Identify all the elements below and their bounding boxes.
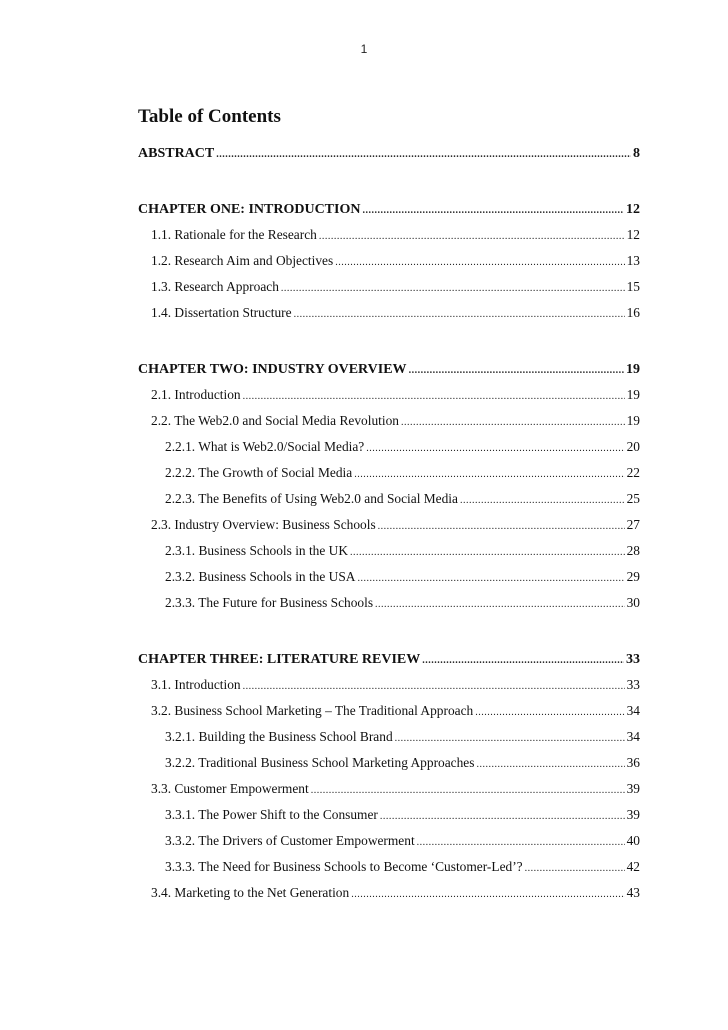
toc-section-entry[interactable] bbox=[138, 408, 640, 434]
toc-entry-title: 2.3.2. Business Schools in the USA bbox=[165, 569, 356, 584]
toc-entry-page-number: 33 bbox=[626, 677, 640, 692]
toc-section-entry[interactable] bbox=[138, 274, 640, 300]
toc-entry-page-number: 34 bbox=[626, 729, 640, 744]
page-number: 1 bbox=[360, 42, 368, 56]
toc-entry-page-number: 12 bbox=[626, 227, 640, 242]
toc-entry-title: 2.1. Introduction bbox=[151, 387, 241, 402]
toc-section-entry[interactable] bbox=[138, 564, 640, 590]
toc-dot-leader bbox=[525, 856, 625, 882]
toc-section-entry[interactable] bbox=[138, 538, 640, 564]
toc-dot-leader bbox=[380, 804, 625, 830]
toc-chapter-entry[interactable] bbox=[138, 358, 640, 382]
toc-entry-title: 3.2. Business School Marketing – The Traditional Approach bbox=[151, 703, 474, 718]
toc-dot-leader bbox=[460, 488, 625, 514]
toc-entry-page-number: 16 bbox=[626, 305, 640, 320]
toc-chapter-entry[interactable] bbox=[138, 142, 640, 166]
toc-dot-leader bbox=[319, 224, 625, 250]
toc-entry-title: 3.4. Marketing to the Net Generation bbox=[151, 885, 350, 900]
toc-dot-leader bbox=[216, 143, 631, 167]
toc-section-entry[interactable] bbox=[138, 248, 640, 274]
toc-section-entry[interactable] bbox=[138, 300, 640, 326]
toc-entry-title: 2.2.2. The Growth of Social Media bbox=[165, 465, 353, 480]
toc-dot-leader bbox=[281, 276, 625, 302]
toc-chapter-entry[interactable] bbox=[138, 648, 640, 672]
toc-entry-page-number: 12 bbox=[626, 202, 640, 217]
toc-section-entry[interactable] bbox=[138, 434, 640, 460]
toc-entry-page-number: 43 bbox=[626, 885, 640, 900]
toc-entry-page-number: 40 bbox=[626, 833, 640, 848]
toc-dot-leader bbox=[354, 462, 624, 488]
toc-entry-page-number: 39 bbox=[626, 807, 640, 822]
toc-section-entry[interactable] bbox=[138, 724, 640, 750]
toc-section-entry[interactable] bbox=[138, 512, 640, 538]
toc-section-entry[interactable] bbox=[138, 460, 640, 486]
table-of-contents bbox=[138, 142, 640, 906]
toc-entry-title: 3.2.2. Traditional Business School Marketing Approaches bbox=[165, 755, 475, 770]
toc-entry-title: 3.1. Introduction bbox=[151, 677, 241, 692]
toc-entry-title: CHAPTER TWO: INDUSTRY OVERVIEW bbox=[138, 362, 407, 377]
toc-dot-leader bbox=[311, 778, 625, 804]
toc-dot-leader bbox=[417, 830, 625, 856]
toc-entry-page-number: 39 bbox=[626, 781, 640, 796]
toc-section-entry[interactable] bbox=[138, 854, 640, 880]
toc-section-entry[interactable] bbox=[138, 486, 640, 512]
toc-dot-leader bbox=[409, 359, 624, 383]
toc-entry-page-number: 29 bbox=[626, 569, 640, 584]
toc-entry-title: CHAPTER THREE: LITERATURE REVIEW bbox=[138, 652, 421, 667]
toc-entry-page-number: 19 bbox=[626, 362, 640, 377]
toc-dot-leader bbox=[357, 566, 624, 592]
toc-section-entry[interactable] bbox=[138, 590, 640, 616]
toc-entry-title: ABSTRACT bbox=[138, 146, 215, 161]
toc-entry-page-number: 33 bbox=[626, 652, 640, 667]
toc-dot-leader bbox=[475, 700, 624, 726]
toc-dot-leader bbox=[294, 302, 625, 328]
toc-dot-leader bbox=[422, 649, 624, 673]
toc-entry-title: 2.3.1. Business Schools in the UK bbox=[165, 543, 349, 558]
toc-entry-page-number: 28 bbox=[626, 543, 640, 558]
toc-entry-page-number: 25 bbox=[626, 491, 640, 506]
toc-dot-leader bbox=[395, 726, 625, 752]
page-title: Table of Contents bbox=[138, 106, 281, 127]
toc-entry-title: 1.3. Research Approach bbox=[151, 279, 279, 294]
toc-entry-page-number: 8 bbox=[633, 146, 640, 161]
toc-entry-title: 3.3.1. The Power Shift to the Consumer bbox=[165, 807, 378, 822]
toc-dot-leader bbox=[366, 436, 624, 462]
toc-entry-title: 1.4. Dissertation Structure bbox=[151, 305, 292, 320]
toc-entry-title: 2.3.3. The Future for Business Schools bbox=[165, 595, 374, 610]
toc-entry-page-number: 20 bbox=[626, 439, 640, 454]
toc-section-entry[interactable] bbox=[138, 222, 640, 248]
toc-entry-title: 2.3. Industry Overview: Business Schools bbox=[151, 517, 376, 532]
toc-entry-page-number: 34 bbox=[626, 703, 640, 718]
toc-entry-page-number: 15 bbox=[626, 279, 640, 294]
toc-dot-leader bbox=[378, 514, 625, 540]
toc-section-entry[interactable] bbox=[138, 382, 640, 408]
toc-entry-title: 1.2. Research Aim and Objectives bbox=[151, 253, 334, 268]
toc-section-entry[interactable] bbox=[138, 828, 640, 854]
toc-dot-leader bbox=[375, 592, 625, 618]
toc-entry-page-number: 27 bbox=[626, 517, 640, 532]
toc-entry-title: 1.1. Rationale for the Research bbox=[151, 227, 317, 242]
toc-entry-title: 2.2.1. What is Web2.0/Social Media? bbox=[165, 439, 365, 454]
toc-section-entry[interactable] bbox=[138, 750, 640, 776]
toc-entry-title: 2.2.3. The Benefits of Using Web2.0 and Social Media bbox=[165, 491, 458, 506]
toc-entry-title: 3.3.2. The Drivers of Customer Empowerment bbox=[165, 833, 415, 848]
toc-entry-title: 3.2.1. Building the Business School Brand bbox=[165, 729, 393, 744]
toc-entry-page-number: 19 bbox=[626, 413, 640, 428]
toc-section-entry[interactable] bbox=[138, 672, 640, 698]
toc-entry-page-number: 30 bbox=[626, 595, 640, 610]
toc-entry-title: 3.3. Customer Empowerment bbox=[151, 781, 309, 796]
toc-section-entry[interactable] bbox=[138, 698, 640, 724]
toc-section-entry[interactable] bbox=[138, 802, 640, 828]
toc-dot-leader bbox=[243, 384, 625, 410]
toc-entry-page-number: 19 bbox=[626, 387, 640, 402]
toc-entry-title: 2.2. The Web2.0 and Social Media Revolution bbox=[151, 413, 399, 428]
toc-dot-leader bbox=[362, 199, 624, 223]
toc-section-entry[interactable] bbox=[138, 776, 640, 802]
toc-entry-title: 3.3.3. The Need for Business Schools to Become ‘Customer-Led’? bbox=[165, 859, 523, 874]
toc-dot-leader bbox=[350, 540, 625, 566]
toc-entry-title: CHAPTER ONE: INTRODUCTION bbox=[138, 202, 361, 217]
toc-dot-leader bbox=[243, 674, 625, 700]
toc-entry-page-number: 42 bbox=[626, 859, 640, 874]
toc-section-entry[interactable] bbox=[138, 880, 640, 906]
toc-entry-page-number: 13 bbox=[626, 253, 640, 268]
toc-entry-page-number: 22 bbox=[626, 465, 640, 480]
toc-entry-page-number: 36 bbox=[626, 755, 640, 770]
toc-dot-leader bbox=[335, 250, 624, 276]
toc-dot-leader bbox=[351, 882, 624, 908]
toc-dot-leader bbox=[476, 752, 624, 778]
toc-chapter-entry[interactable] bbox=[138, 198, 640, 222]
toc-dot-leader bbox=[401, 410, 625, 436]
